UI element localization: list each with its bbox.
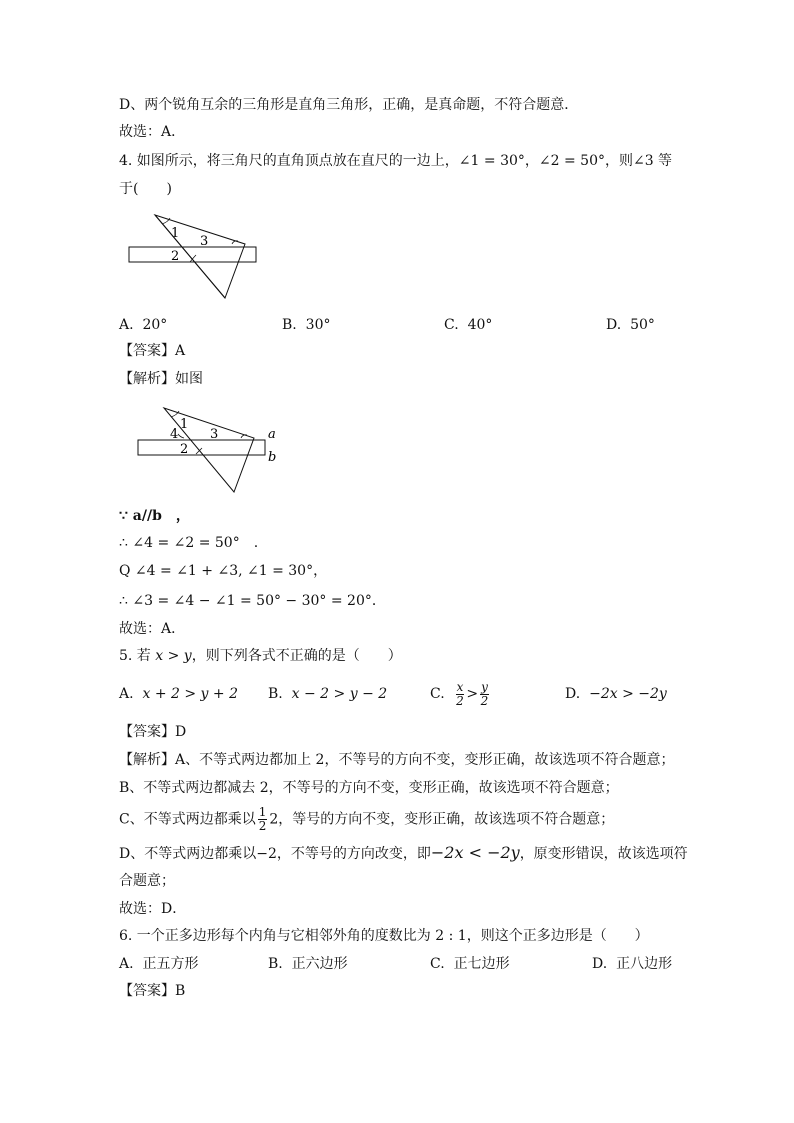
option-text: 20° <box>142 317 168 333</box>
text-span: 2，等号的方向不变，变形正确，故该选项不符合题意； <box>269 811 615 828</box>
triangle-ruler <box>164 408 254 492</box>
option-letter: A. <box>119 956 134 972</box>
fraction-numerator: 1 <box>258 805 267 819</box>
angle-label-2: 2 <box>180 442 189 457</box>
fraction-denominator: 2 <box>258 819 267 833</box>
analysis-line: B、不等式两边都减去 2，不等号的方向不变，变形正确，故该选项不符合题意； <box>119 780 619 796</box>
analysis-figure <box>134 404 284 496</box>
option-text: 正五方形 <box>142 956 199 972</box>
option-text: 40° <box>467 317 493 333</box>
question-4-stem: 4. 如图所示，将三角尺的直角顶点放在直尺的一边上，∠1 = 30°，∠2 = 50°，则∠3 等 <box>119 153 673 169</box>
option-letter: A. <box>119 686 134 702</box>
analysis-line <box>119 806 614 833</box>
option-a[interactable] <box>119 684 238 704</box>
option-b[interactable] <box>268 954 348 974</box>
fraction-denominator: 2 <box>480 693 489 708</box>
option-text: −2x > −2y <box>589 686 667 702</box>
option-text: 50° <box>630 317 655 333</box>
text-line: 故选：A． <box>119 124 186 140</box>
triangle-ruler <box>155 215 245 298</box>
angle-label-3: 3 <box>200 234 209 249</box>
fraction-numerator: x <box>456 679 464 694</box>
option-letter: D. <box>606 317 622 333</box>
angle-label-3: 3 <box>210 427 219 442</box>
option-letter: B. <box>268 956 283 972</box>
option-letter: C. <box>430 686 445 702</box>
question-4-stem: 于( ) <box>119 181 172 197</box>
option-b[interactable] <box>268 684 387 704</box>
answer-line: 【答案】A <box>119 343 186 359</box>
option-c[interactable] <box>430 954 510 974</box>
angle-label-2: 2 <box>171 249 180 264</box>
option-text: x − 2 > y − 2 <box>291 686 388 702</box>
option-text: 30° <box>305 317 331 333</box>
option-d[interactable] <box>565 684 667 704</box>
text-span: C、不等式两边都乘以 <box>119 811 256 828</box>
analysis-line: 【解析】如图 <box>119 371 203 387</box>
angle-label-1: 1 <box>171 226 180 241</box>
answer-line: 【答案】B <box>119 983 186 999</box>
option-letter: B. <box>268 686 283 702</box>
text-span: ，原变形错误，故该选项符 <box>519 846 688 862</box>
analysis-line <box>119 843 688 864</box>
option-c[interactable] <box>444 315 492 335</box>
q5-condition: x > y <box>155 648 192 664</box>
fraction <box>456 681 465 708</box>
proof-line: ∴ ∠3 = ∠4 − ∠1 = 50° − 30° = 20°． <box>119 593 386 609</box>
option-d[interactable] <box>606 315 655 335</box>
q5-stem-suffix: ，则下列各式不正确的是（ ） <box>191 648 402 664</box>
proof-line: ∵ a//b ， <box>119 508 190 524</box>
fraction-numerator: y <box>481 679 488 694</box>
option-text: 正六边形 <box>291 956 348 972</box>
proof-line: Q ∠4 = ∠1 + ∠3, ∠1 = 30°， <box>119 563 328 579</box>
question-6-stem: 6. 一个正多边形每个内角与它相邻外角的度数比为 2 : 1，则这个正多边形是（ ） <box>119 928 649 944</box>
fraction <box>480 681 489 708</box>
text-line: D、两个锐角互余的三角形是直角三角形，正确，是真命题，不符合题意． <box>119 97 579 113</box>
option-text: 正七边形 <box>453 956 510 972</box>
option-letter: C. <box>430 956 445 972</box>
answer-line: 【答案】D <box>119 724 187 740</box>
option-a[interactable] <box>119 315 167 335</box>
question-5-stem <box>119 646 402 666</box>
conclusion-line: 故选：A． <box>119 621 186 637</box>
math-expression: −2x < −2y <box>430 843 520 862</box>
line-label-a: a <box>268 427 276 442</box>
operator: > <box>466 686 479 702</box>
angle-label-4: 4 <box>170 427 179 442</box>
line-label-b: b <box>268 450 277 465</box>
conclusion-line: 故选：D． <box>119 901 187 917</box>
option-b[interactable] <box>282 315 330 335</box>
option-letter: D. <box>592 956 608 972</box>
angle-label-1: 1 <box>180 417 189 432</box>
option-a[interactable] <box>119 954 198 974</box>
option-text: 正八边形 <box>616 956 673 972</box>
fraction <box>258 806 268 833</box>
question-4-figure <box>124 210 264 302</box>
text-span: D、不等式两边都乘以−2，不等号的方向改变，即 <box>119 846 431 862</box>
fraction-denominator: 2 <box>456 693 464 708</box>
analysis-line: 【解析】A、不等式两边都加上 2，不等号的方向不变，变形正确，故该选项不符合题意； <box>119 752 675 768</box>
option-c[interactable] <box>430 676 491 712</box>
proof-line: ∴ ∠4 = ∠2 = 50° . <box>119 535 259 551</box>
option-letter: C. <box>444 317 459 333</box>
option-letter: A. <box>119 317 134 333</box>
analysis-line: 合题意； <box>119 873 175 889</box>
option-text: x + 2 > y + 2 <box>142 686 238 702</box>
option-letter: D. <box>565 686 581 702</box>
q5-stem-prefix: 5. 若 <box>119 648 151 664</box>
option-letter: B. <box>282 317 297 333</box>
option-d[interactable] <box>592 954 672 974</box>
